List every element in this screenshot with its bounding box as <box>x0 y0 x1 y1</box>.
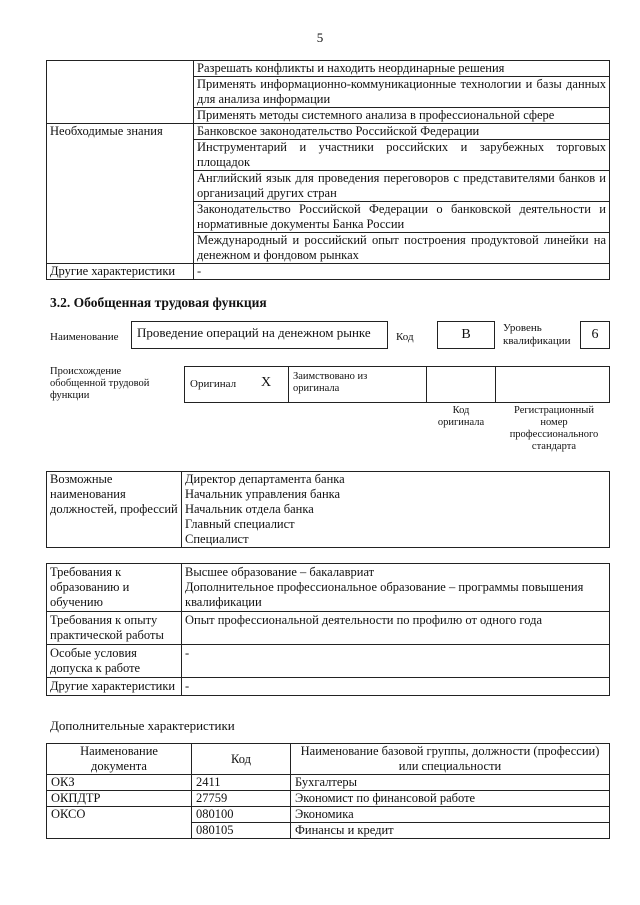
doc-cell: ОКСО <box>47 807 192 839</box>
positions-list <box>182 472 610 548</box>
doc-cell: ОКЗ <box>47 775 192 791</box>
table-row <box>47 791 610 807</box>
table-row <box>47 124 610 140</box>
level-value: 6 <box>591 327 599 342</box>
education-value <box>182 564 610 612</box>
reg-number-caption: Регистрационный номер профессионального стандарта <box>509 405 599 452</box>
skills-knowledge-table <box>46 60 610 280</box>
row-label <box>47 61 194 124</box>
table-row <box>47 61 610 77</box>
row-text: Инструментарий и участники российских и зарубежных торговых площадок <box>194 140 610 171</box>
required-knowledge-label: Необходимые знания <box>47 124 194 264</box>
admission-value <box>182 645 610 678</box>
row-text: Банковское законодательство Российской Федерации <box>194 124 610 140</box>
row-text: - <box>194 264 610 280</box>
name-cell: Экономист по финансовой работе <box>291 791 610 807</box>
row-text: Международный и российский опыт построения продуктовой линейки на денежном и фондовом рынках <box>194 233 610 264</box>
original-label: Оригинал <box>190 378 237 390</box>
origin-divider <box>495 367 496 402</box>
name-label: Наименование <box>50 331 119 343</box>
positions-label: Возможные наименования должностей, профессий <box>47 472 182 548</box>
name-cell: Бухгалтеры <box>291 775 610 791</box>
table-row <box>47 472 610 548</box>
other-value <box>182 678 610 696</box>
table-row <box>47 264 610 280</box>
other-label: Другие характеристики <box>47 678 182 696</box>
column-header: Наименование документа <box>47 744 192 775</box>
other-characteristics-label: Другие характеристики <box>47 264 194 280</box>
position-item: Директор департамента банка <box>185 472 345 486</box>
row-text: Законодательство Российской Федерации о банковской деятельности и нормативные документы Банка России <box>194 202 610 233</box>
code-original-caption: Код оригинала <box>437 405 485 428</box>
section-heading: 3.2. Обобщенная трудовая функция <box>50 295 267 310</box>
requirement-line: Дополнительное профессиональное образование – программы повышения квалификации <box>185 580 584 609</box>
function-name-box <box>131 321 388 349</box>
origin-divider <box>288 367 289 402</box>
doc-cell: ОКПДТР <box>47 791 192 807</box>
code-value: B <box>461 327 471 342</box>
additional-table <box>46 743 610 839</box>
function-name-value: Проведение операций на денежном рынке <box>137 325 371 340</box>
positions-table <box>46 471 610 548</box>
column-header: Наименование базовой группы, должности (профессии) или специальности <box>291 744 610 775</box>
position-item: Главный специалист <box>185 517 295 531</box>
row-text: Разрешать конфликты и находить неординарные решения <box>194 61 610 77</box>
row-text: Применять информационно-коммуникационные технологии и базы данных для анализа информации <box>194 77 610 108</box>
position-item: Специалист <box>185 532 249 546</box>
requirement-line: - <box>185 679 190 693</box>
requirement-line: - <box>185 646 190 660</box>
column-header: Код <box>192 744 291 775</box>
position-item: Начальник отдела банка <box>185 502 314 516</box>
name-cell: Финансы и кредит <box>291 823 610 839</box>
requirements-table <box>46 563 610 696</box>
level-box <box>580 321 610 349</box>
borrowed-label: Заимствовано из оригинала <box>293 371 368 394</box>
position-item: Начальник управления банка <box>185 487 341 501</box>
experience-value <box>182 612 610 645</box>
code-cell: 27759 <box>192 791 291 807</box>
table-row <box>47 564 610 612</box>
original-mark: X <box>261 375 272 390</box>
code-cell: 2411 <box>192 775 291 791</box>
admission-label: Особые условия допуска к работе <box>47 645 182 678</box>
additional-title: Дополнительные характеристики <box>50 718 235 733</box>
code-box <box>437 321 495 349</box>
origin-divider <box>426 367 427 402</box>
page-number: 5 <box>316 30 324 45</box>
origin-label: Происхождение обобщенной трудовой функции <box>50 366 150 401</box>
origin-box <box>184 366 610 403</box>
education-label: Требования к образованию и обучению <box>47 564 182 612</box>
code-cell: 080100 <box>192 807 291 823</box>
experience-label: Требования к опыту практической работы <box>47 612 182 645</box>
name-cell: Экономика <box>291 807 610 823</box>
requirement-line: Опыт профессиональной деятельности по профилю от одного года <box>185 613 543 627</box>
table-row <box>47 678 610 696</box>
table-row <box>47 645 610 678</box>
code-label: Код <box>396 331 414 343</box>
table-row <box>47 807 610 823</box>
table-header-row <box>47 744 610 775</box>
row-text: Английский язык для проведения переговоров с представителями банков и организаций других стран <box>194 171 610 202</box>
level-label: Уровень квалификации <box>503 322 571 347</box>
code-cell: 080105 <box>192 823 291 839</box>
table-row <box>47 612 610 645</box>
table-row <box>47 775 610 791</box>
requirement-line: Высшее образование – бакалавриат <box>185 565 375 579</box>
row-text: Применять методы системного анализа в профессиональной сфере <box>194 108 610 124</box>
